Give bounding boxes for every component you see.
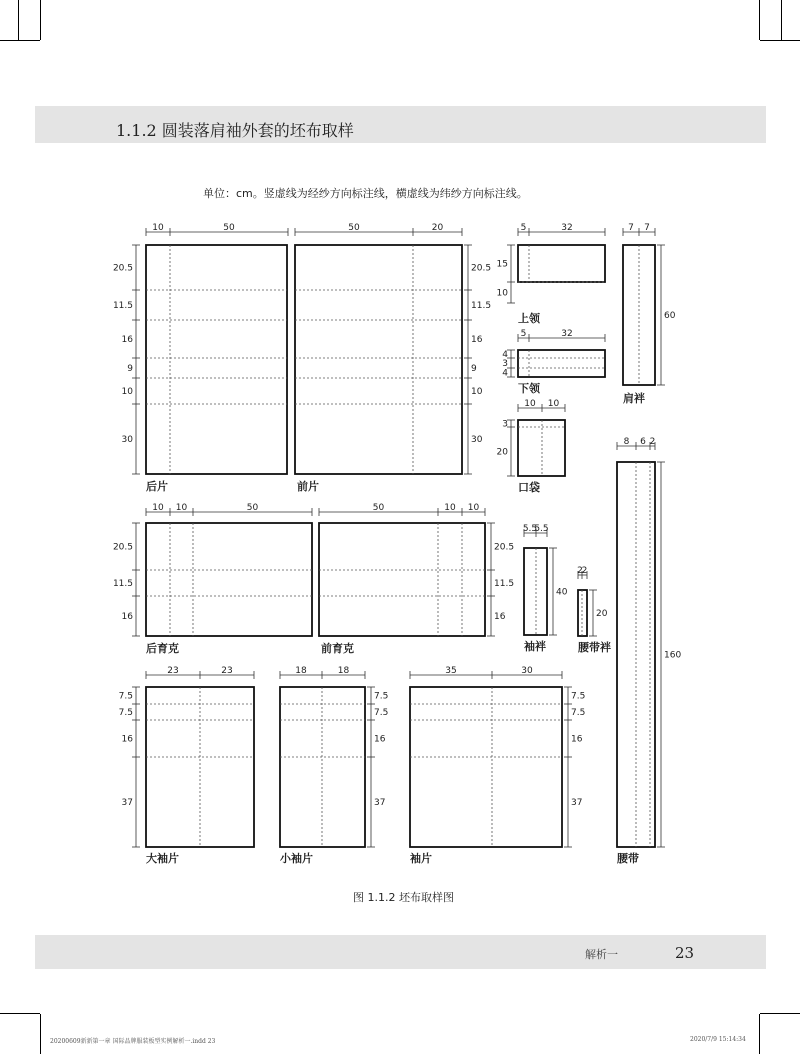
piece-6-top-dimension: 50 — [246, 503, 259, 513]
piece-0-side-dimension: 9 — [127, 364, 133, 374]
piece-4-side-dimension: 20 — [496, 447, 508, 458]
piece-11-label: 大袖片 — [146, 852, 179, 865]
piece-1-top-dimension: 50 — [348, 223, 360, 233]
piece-0-side-dimension: 16 — [121, 335, 133, 345]
piece-10-top-dimension: 6 — [640, 437, 646, 447]
piece-0-side-dimension: 11.5 — [112, 301, 133, 311]
piece-0-top-dimension: 50 — [223, 223, 235, 233]
piece-2-label: 上领 — [518, 312, 540, 325]
piece-4-label: 口袋 — [518, 481, 540, 494]
piece-3-top-dimension: 5 — [520, 329, 527, 339]
piece-13-top-dimension: 30 — [521, 666, 533, 676]
piece-12-side-dimension: 7.5 — [374, 708, 389, 718]
piece-7-side-dimension: 11.5 — [494, 579, 515, 589]
piece-12-label: 小袖片 — [280, 852, 313, 865]
piece-2-top-dimension: 32 — [561, 223, 573, 233]
piece-11-top-dimension: 23 — [221, 666, 233, 676]
piece-0-side-dimension: 20.5 — [112, 263, 133, 274]
piece-7-outline — [319, 523, 485, 636]
piece-1-top-dimension: 20 — [431, 223, 444, 233]
piece-3-top-dimension: 32 — [561, 329, 573, 339]
piece-13-top-dimension: 35 — [445, 666, 457, 676]
figure-caption: 图 1.1.2 坯布取样图 — [353, 891, 454, 904]
piece-1-side-dimension: 9 — [471, 364, 477, 374]
piece-11-top-dimension: 23 — [167, 666, 179, 676]
piece-13-label: 袖片 — [410, 852, 432, 865]
file-info: 20200609新新第一章 国际品牌服装板型实例解析一.indd 23 — [50, 1038, 216, 1045]
piece-3-side-dimension: 4 — [502, 350, 508, 360]
piece-4-top-dimension: 10 — [547, 399, 560, 409]
piece-2-outline — [518, 245, 605, 282]
piece-6-side-dimension: 16 — [121, 612, 133, 622]
piece-2-side-dimension: 10 — [496, 288, 508, 299]
piece-1-side-dimension: 20.5 — [471, 263, 492, 274]
piece-3-side-dimension: 4 — [502, 368, 508, 379]
piece-0-outline — [146, 245, 287, 474]
piece-6-side-dimension: 20.5 — [112, 542, 133, 553]
piece-0-top-dimension: 10 — [152, 223, 164, 233]
piece-1-side-dimension: 11.5 — [471, 301, 492, 311]
piece-7-top-dimension: 10 — [444, 503, 456, 513]
page-number: 23 — [675, 944, 695, 962]
piece-13-outline — [410, 687, 562, 847]
unit-note: 单位：cm。竖虚线为经纱方向标注线，横虚线为纬纱方向标注线。 — [203, 187, 528, 200]
piece-11-side-dimension: 16 — [121, 734, 133, 745]
piece-8-top-dimension: 5.5 — [522, 524, 538, 534]
piece-5-top-dimension: 7 — [644, 223, 650, 233]
piece-12-side-dimension: 37 — [374, 798, 386, 808]
piece-0-side-dimension: 30 — [121, 435, 133, 445]
piece-10-side-dimension: 160 — [664, 650, 682, 661]
piece-2-side-dimension: 15 — [496, 259, 508, 270]
piece-1-side-dimension: 16 — [471, 335, 483, 345]
piece-7-top-dimension: 50 — [372, 503, 385, 513]
piece-7-side-dimension: 16 — [494, 612, 506, 622]
piece-4-side-dimension: 3 — [502, 419, 508, 430]
piece-9-top-dimension: 2 — [581, 566, 588, 576]
piece-12-side-dimension: 7.5 — [374, 691, 389, 702]
piece-8-side-dimension: 40 — [556, 587, 568, 598]
section-title: 1.1.2 圆装落肩袖外套的坯布取样 — [116, 121, 354, 140]
piece-1-side-dimension: 30 — [471, 435, 483, 445]
piece-8-top-dimension: 5.5 — [534, 524, 549, 534]
piece-12-top-dimension: 18 — [295, 666, 307, 676]
piece-13-side-dimension: 7.5 — [571, 708, 586, 718]
piece-7-side-dimension: 20.5 — [494, 542, 515, 553]
piece-1-outline — [295, 245, 462, 474]
piece-12-top-dimension: 18 — [337, 666, 350, 676]
piece-6-side-dimension: 11.5 — [112, 579, 133, 589]
piece-10-top-dimension: 2 — [649, 437, 656, 447]
piece-11-side-dimension: 7.5 — [118, 708, 133, 718]
piece-6-top-dimension: 10 — [152, 503, 164, 513]
piece-3-outline — [518, 350, 605, 377]
piece-12-outline — [280, 687, 365, 847]
piece-6-outline — [146, 523, 312, 636]
footer-chapter-label: 解析一 — [585, 948, 618, 961]
piece-9-label: 腰带袢 — [578, 641, 611, 654]
piece-5-label: 肩袢 — [623, 392, 645, 405]
piece-11-side-dimension: 7.5 — [118, 691, 133, 702]
piece-10-top-dimension: 8 — [623, 437, 630, 447]
piece-9-side-dimension: 20 — [596, 609, 608, 619]
piece-9-top-dimension: 2 — [577, 566, 583, 576]
piece-0-label: 后片 — [146, 480, 168, 493]
piece-11-side-dimension: 37 — [121, 798, 133, 808]
piece-6-label: 后育克 — [146, 642, 179, 655]
piece-2-top-dimension: 5 — [520, 223, 527, 233]
footer-band — [35, 935, 766, 969]
piece-5-side-dimension: 60 — [664, 311, 676, 321]
piece-9-outline — [578, 590, 587, 636]
piece-1-label: 前片 — [297, 480, 319, 493]
piece-13-side-dimension: 37 — [571, 798, 583, 808]
piece-4-outline — [518, 420, 565, 476]
piece-3-label: 下领 — [518, 382, 540, 395]
piece-7-top-dimension: 10 — [467, 503, 480, 513]
piece-13-side-dimension: 7.5 — [571, 691, 586, 702]
piece-10-label: 腰带 — [617, 852, 639, 865]
piece-5-top-dimension: 7 — [628, 223, 634, 233]
piece-4-top-dimension: 10 — [524, 399, 536, 409]
piece-8-outline — [524, 548, 547, 635]
piece-7-label: 前育克 — [321, 642, 354, 655]
piece-3-side-dimension: 3 — [502, 359, 508, 369]
file-date: 2020/7/9 15:14:34 — [690, 1036, 746, 1043]
piece-6-top-dimension: 10 — [175, 503, 188, 513]
piece-8-label: 袖袢 — [524, 640, 546, 653]
piece-0-side-dimension: 10 — [121, 387, 133, 397]
piece-12-side-dimension: 16 — [374, 734, 386, 745]
piece-13-side-dimension: 16 — [571, 734, 583, 745]
piece-1-side-dimension: 10 — [471, 387, 483, 397]
